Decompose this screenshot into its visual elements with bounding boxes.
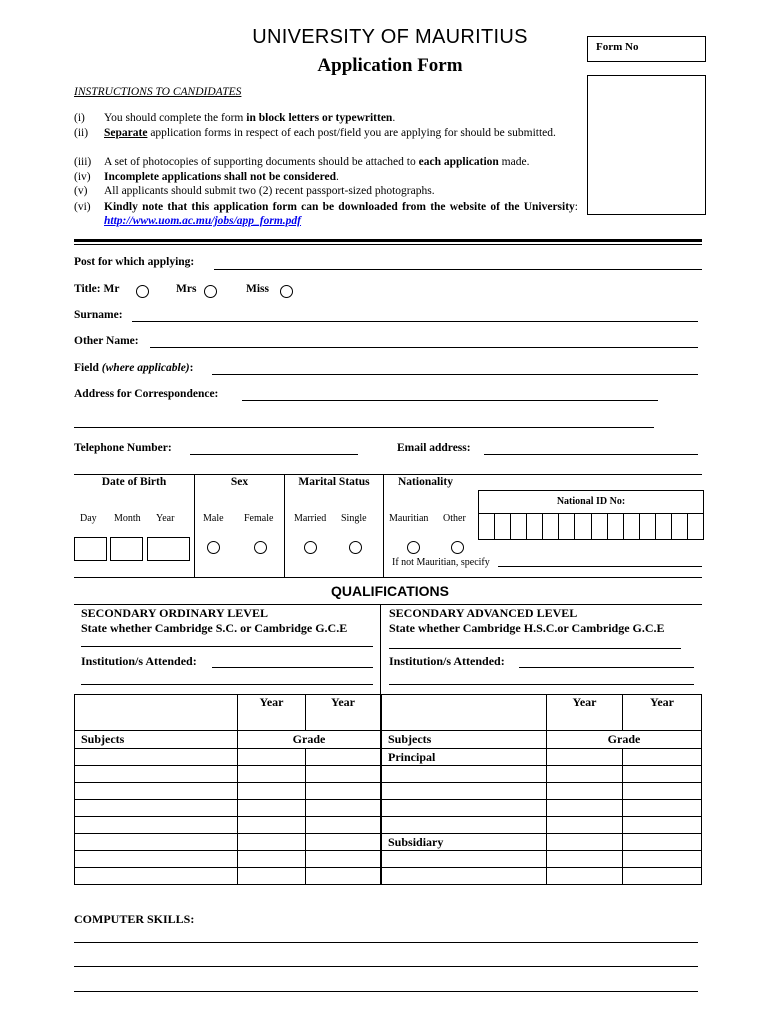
results-cell[interactable] bbox=[238, 783, 306, 800]
download-link[interactable]: http://www.uom.ac.mu/jobs/app_form.pdf bbox=[104, 215, 302, 227]
advanced-institution-label: Institution/s Attended: bbox=[389, 654, 505, 668]
photo-box[interactable] bbox=[587, 75, 706, 215]
results-cell[interactable] bbox=[382, 817, 547, 834]
national-id-digit-cell[interactable] bbox=[688, 514, 703, 539]
computer-skills-input[interactable] bbox=[74, 991, 698, 992]
form-title: Application Form bbox=[317, 55, 463, 76]
title-miss-radio[interactable] bbox=[280, 285, 293, 298]
national-id-digit-cell[interactable] bbox=[543, 514, 559, 539]
results-cell[interactable] bbox=[75, 834, 238, 851]
nationality-other-radio[interactable] bbox=[451, 541, 464, 554]
form-no-label: Form No bbox=[596, 41, 639, 53]
advanced-level-state: State whether Cambridge H.S.C.or Cambridge G.C.E bbox=[389, 621, 665, 635]
national-id-digit-cell[interactable] bbox=[479, 514, 495, 539]
national-id-digit-cell[interactable] bbox=[608, 514, 624, 539]
title-label: Title: Mr bbox=[74, 283, 120, 295]
personal-details-top-rule bbox=[74, 474, 702, 475]
results-cell[interactable] bbox=[238, 766, 306, 783]
results-cell[interactable] bbox=[623, 800, 702, 817]
nationality-label: Nationality bbox=[398, 476, 453, 488]
national-id-digit-cell[interactable] bbox=[624, 514, 640, 539]
other-nationality-input[interactable] bbox=[498, 566, 702, 567]
results-cell[interactable] bbox=[382, 868, 547, 885]
other-name-label: Other Name: bbox=[74, 335, 139, 347]
female-label: Female bbox=[244, 513, 274, 524]
results-cell[interactable] bbox=[382, 783, 547, 800]
results-row[interactable] bbox=[75, 817, 381, 834]
post-label: Post for which applying: bbox=[74, 256, 195, 268]
grade-header: Grade bbox=[238, 731, 381, 749]
results-cell[interactable] bbox=[306, 800, 381, 817]
col-divider bbox=[284, 474, 285, 577]
dob-month-input[interactable] bbox=[110, 537, 143, 561]
ordinary-level-state: State whether Cambridge S.C. or Cambridge G.C.E bbox=[81, 621, 348, 635]
address-input[interactable] bbox=[242, 400, 658, 401]
results-cell[interactable] bbox=[238, 868, 306, 885]
university-title: UNIVERSITY OF MAURITIUS bbox=[252, 26, 528, 48]
results-cell[interactable] bbox=[306, 783, 381, 800]
ordinary-institution-input-line2[interactable] bbox=[81, 684, 373, 685]
sex-male-radio[interactable] bbox=[207, 541, 220, 554]
national-id-digit-cell[interactable] bbox=[575, 514, 591, 539]
results-cell[interactable] bbox=[75, 800, 238, 817]
results-row[interactable] bbox=[382, 868, 702, 885]
marital-married-radio[interactable] bbox=[304, 541, 317, 554]
advanced-results-table[interactable] bbox=[381, 694, 702, 885]
results-row[interactable] bbox=[382, 766, 702, 783]
results-cell[interactable] bbox=[306, 868, 381, 885]
form-no-field[interactable] bbox=[587, 36, 706, 62]
col-divider bbox=[383, 474, 384, 577]
results-cell[interactable] bbox=[306, 851, 381, 868]
national-id-digit-cell[interactable] bbox=[656, 514, 672, 539]
results-cell[interactable] bbox=[547, 783, 623, 800]
single-label: Single bbox=[341, 513, 367, 524]
results-cell[interactable] bbox=[382, 851, 547, 868]
results-row[interactable] bbox=[75, 834, 381, 851]
qualifications-heading: QUALIFICATIONS bbox=[331, 583, 449, 599]
sex-label: Sex bbox=[230, 476, 249, 488]
results-cell[interactable]: Principal bbox=[382, 749, 547, 766]
national-id-label: National ID No: bbox=[556, 496, 626, 507]
year-header: Year bbox=[547, 695, 623, 731]
title-mrs-radio[interactable] bbox=[204, 285, 217, 298]
results-cell[interactable] bbox=[547, 868, 623, 885]
dob-label: Date of Birth bbox=[101, 476, 167, 488]
subjects-header: Subjects bbox=[382, 731, 547, 749]
ordinary-level-type-input[interactable] bbox=[81, 646, 373, 647]
sex-female-radio[interactable] bbox=[254, 541, 267, 554]
results-row[interactable] bbox=[382, 800, 702, 817]
title-mrs-label: Mrs bbox=[176, 283, 197, 295]
subjects-header: Subjects bbox=[75, 731, 238, 749]
results-cell[interactable] bbox=[306, 749, 381, 766]
ordinary-level-title: SECONDARY ORDINARY LEVEL bbox=[81, 606, 268, 620]
results-cell[interactable] bbox=[382, 800, 547, 817]
telephone-label: Telephone Number: bbox=[74, 442, 172, 454]
title-mr-radio[interactable] bbox=[136, 285, 149, 298]
marital-single-radio[interactable] bbox=[349, 541, 362, 554]
results-row[interactable] bbox=[75, 766, 381, 783]
year-label: Year bbox=[156, 513, 175, 524]
results-row[interactable] bbox=[75, 800, 381, 817]
results-cell[interactable] bbox=[623, 851, 702, 868]
national-id-digit-cell[interactable] bbox=[559, 514, 575, 539]
col-divider bbox=[194, 474, 195, 577]
results-cell[interactable]: Subsidiary bbox=[382, 834, 547, 851]
if-not-mauritian-label: If not Mauritian, specify bbox=[392, 557, 490, 568]
results-row[interactable] bbox=[382, 851, 702, 868]
address-input-line2[interactable] bbox=[74, 427, 654, 428]
title-miss-label: Miss bbox=[246, 283, 269, 295]
personal-details-bottom-rule bbox=[74, 577, 702, 578]
results-cell[interactable] bbox=[623, 868, 702, 885]
post-input[interactable] bbox=[214, 269, 702, 270]
year-header: Year bbox=[306, 695, 381, 731]
results-cell[interactable] bbox=[238, 834, 306, 851]
table-cell bbox=[382, 695, 547, 731]
results-cell[interactable] bbox=[238, 749, 306, 766]
results-cell[interactable] bbox=[623, 834, 702, 851]
results-row[interactable] bbox=[382, 749, 702, 766]
telephone-input[interactable] bbox=[190, 454, 358, 455]
results-row[interactable] bbox=[75, 868, 381, 885]
results-cell[interactable] bbox=[547, 766, 623, 783]
email-label: Email address: bbox=[397, 442, 471, 454]
results-cell[interactable] bbox=[547, 749, 623, 766]
header-divider bbox=[74, 239, 702, 242]
qual-top-rule bbox=[74, 604, 702, 605]
results-row[interactable] bbox=[75, 749, 381, 766]
address-label: Address for Correspondence: bbox=[74, 388, 219, 400]
results-cell[interactable] bbox=[75, 851, 238, 868]
instructions-heading: INSTRUCTIONS TO CANDIDATES bbox=[74, 86, 242, 98]
dob-day-input[interactable] bbox=[74, 537, 107, 561]
results-row[interactable] bbox=[75, 783, 381, 800]
married-label: Married bbox=[294, 513, 327, 524]
results-cell[interactable] bbox=[238, 817, 306, 834]
results-cell[interactable] bbox=[547, 851, 623, 868]
table-cell bbox=[75, 695, 238, 731]
national-id-cells[interactable] bbox=[479, 513, 703, 539]
nationality-mauritian-radio[interactable] bbox=[407, 541, 420, 554]
other-name-input[interactable] bbox=[150, 347, 698, 348]
results-cell[interactable] bbox=[75, 868, 238, 885]
surname-input[interactable] bbox=[132, 321, 698, 322]
national-id-digit-cell[interactable] bbox=[672, 514, 688, 539]
surname-label: Surname: bbox=[74, 309, 123, 321]
results-cell[interactable] bbox=[623, 783, 702, 800]
results-row[interactable] bbox=[382, 783, 702, 800]
day-label: Day bbox=[80, 513, 97, 524]
results-cell[interactable] bbox=[75, 817, 238, 834]
grade-header: Grade bbox=[547, 731, 702, 749]
national-id-digit-cell[interactable] bbox=[527, 514, 543, 539]
field-label: Field (where applicable): bbox=[74, 362, 194, 374]
national-id-digit-cell[interactable] bbox=[592, 514, 608, 539]
results-cell[interactable] bbox=[238, 800, 306, 817]
computer-skills-label: COMPUTER SKILLS: bbox=[74, 912, 195, 926]
advanced-level-type-input[interactable] bbox=[389, 648, 681, 649]
ordinary-institution-input[interactable] bbox=[212, 667, 373, 668]
month-label: Month bbox=[114, 513, 141, 524]
email-input[interactable] bbox=[484, 454, 698, 455]
results-cell[interactable] bbox=[547, 800, 623, 817]
dob-year-input[interactable] bbox=[147, 537, 190, 561]
qual-col-divider bbox=[380, 604, 381, 694]
results-cell[interactable] bbox=[238, 851, 306, 868]
results-cell[interactable] bbox=[75, 749, 238, 766]
ordinary-institution-label: Institution/s Attended: bbox=[81, 654, 197, 668]
results-cell[interactable] bbox=[623, 817, 702, 834]
mauritian-label: Mauritian bbox=[389, 513, 429, 524]
advanced-institution-input[interactable] bbox=[519, 667, 694, 668]
results-row[interactable] bbox=[75, 851, 381, 868]
national-id-digit-cell[interactable] bbox=[511, 514, 527, 539]
results-cell[interactable] bbox=[623, 749, 702, 766]
results-row[interactable] bbox=[382, 834, 702, 851]
results-cell[interactable] bbox=[547, 817, 623, 834]
year-header: Year bbox=[623, 695, 702, 731]
advanced-level-title: SECONDARY ADVANCED LEVEL bbox=[389, 606, 578, 620]
marital-status-label: Marital Status bbox=[298, 476, 370, 488]
results-cell[interactable] bbox=[306, 817, 381, 834]
other-nationality-label: Other bbox=[443, 513, 466, 524]
national-id-digit-cell[interactable] bbox=[495, 514, 511, 539]
advanced-institution-input-line2[interactable] bbox=[389, 684, 694, 685]
male-label: Male bbox=[203, 513, 224, 524]
results-cell[interactable] bbox=[623, 766, 702, 783]
computer-skills-input[interactable] bbox=[74, 942, 698, 943]
computer-skills-input[interactable] bbox=[74, 966, 698, 967]
national-id-box bbox=[478, 490, 704, 540]
results-row[interactable] bbox=[382, 817, 702, 834]
field-input[interactable] bbox=[212, 374, 698, 375]
header-divider-thin bbox=[74, 244, 702, 245]
year-header: Year bbox=[238, 695, 306, 731]
results-cell[interactable] bbox=[382, 766, 547, 783]
results-cell[interactable] bbox=[75, 783, 238, 800]
ordinary-results-table[interactable] bbox=[74, 694, 381, 885]
results-cell[interactable] bbox=[306, 834, 381, 851]
results-cell[interactable] bbox=[547, 834, 623, 851]
national-id-digit-cell[interactable] bbox=[640, 514, 656, 539]
results-cell[interactable] bbox=[306, 766, 381, 783]
results-cell[interactable] bbox=[75, 766, 238, 783]
